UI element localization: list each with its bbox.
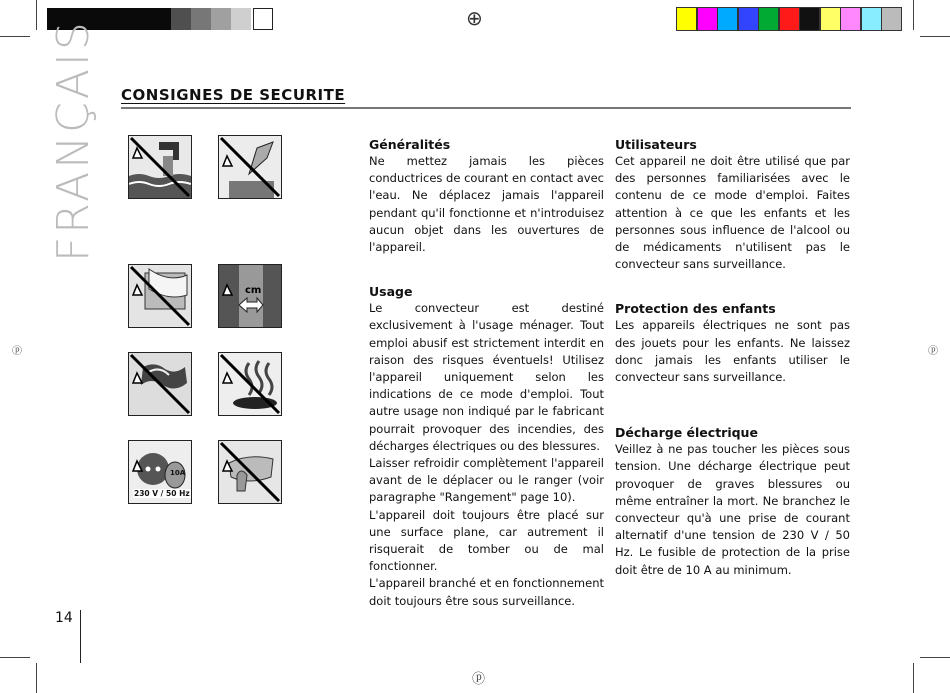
utilisateurs-text: Cet appareil ne doit être utilisé que par des personnes familiarisées avec le contenu de ce mode d'emploi. Faites attention à ce que les enfants et les personnes sous influence de l'alcool ou de médicaments n'utilisent pas le convecteur sans surveillance. bbox=[615, 154, 850, 272]
title-divider bbox=[121, 107, 851, 109]
crop-mark bbox=[0, 657, 30, 658]
distance-cm-pictogram bbox=[218, 264, 282, 328]
enfants-text: Les appareils électriques ne sont pas des jouets pour les enfants. Ne laissez donc jamais les enfants utiliser le convecteur sans surveillance. bbox=[615, 318, 850, 385]
print-color-swatch bbox=[780, 8, 799, 30]
registration-mark-icon: ⊕ bbox=[466, 6, 483, 30]
print-color-swatch bbox=[882, 8, 901, 30]
generalites-heading: Généralités bbox=[369, 137, 451, 152]
crop-mark bbox=[913, 663, 914, 693]
side-mark-left-icon: ⓟ bbox=[12, 346, 22, 357]
print-gray-swatch bbox=[171, 8, 191, 30]
crop-mark bbox=[36, 663, 37, 693]
no-water-tap-pictogram bbox=[128, 135, 192, 199]
no-metal-object-pictogram bbox=[218, 135, 282, 199]
usage-heading: Usage bbox=[369, 284, 413, 300]
no-bathroom-pictogram bbox=[218, 440, 282, 504]
page-title: CONSIGNES DE SECURITE bbox=[121, 86, 346, 104]
page-number: 14 bbox=[55, 610, 73, 626]
print-white-swatch bbox=[253, 8, 273, 30]
crop-mark bbox=[913, 0, 914, 30]
crop-mark bbox=[920, 657, 950, 658]
decharge-heading: Décharge électrique bbox=[615, 425, 758, 441]
socket-fuse-label: 10A bbox=[170, 469, 186, 477]
enfants-heading: Protection des enfants bbox=[615, 301, 776, 317]
print-color-swatch bbox=[718, 8, 737, 30]
print-color-swatch bbox=[841, 8, 860, 30]
crop-mark bbox=[36, 0, 37, 30]
usage-paragraph: Laisser refroidir complètement l'appareil avant de le déplacer ou le ranger (voir paragraphe "Rangement" page 10). bbox=[369, 456, 604, 505]
socket-voltage-label: 230 V / 50 Hz bbox=[134, 489, 190, 498]
usage-paragraph: L'appareil doit toujours être placé sur une surface plane, car autrement il risquerait de tomber ou de mal fonctionner. bbox=[369, 507, 604, 574]
print-gray-swatch bbox=[231, 8, 251, 30]
print-color-swatch bbox=[739, 8, 758, 30]
print-gray-swatch bbox=[211, 8, 231, 30]
text-column-left bbox=[369, 136, 604, 610]
print-gray-swatch bbox=[191, 8, 211, 30]
crop-mark bbox=[0, 36, 30, 37]
utilisateurs-heading: Utilisateurs bbox=[615, 137, 697, 152]
text-column-right bbox=[615, 136, 850, 579]
crop-mark bbox=[920, 36, 950, 37]
print-color-swatch bbox=[698, 8, 717, 30]
registration-mark-bottom-icon: ⓟ bbox=[472, 672, 486, 687]
socket-voltage-pictogram bbox=[128, 440, 192, 504]
print-color-swatch bbox=[800, 8, 819, 30]
print-color-swatch bbox=[862, 8, 881, 30]
generalites-text: Ne mettez jamais les pièces conductrices de courant en contact avec l'eau. Ne déplacez jamais l'appareil pendant qu'il fonctionne et n'introduisez aucun objet dans les ouvertures de l'appareil. bbox=[369, 154, 604, 255]
side-mark-right-icon: ⓟ bbox=[928, 346, 938, 357]
no-covering-pictogram bbox=[128, 264, 192, 328]
no-flammable-pictogram bbox=[218, 352, 282, 416]
distance-cm-label: cm bbox=[245, 285, 262, 296]
usage-paragraph: Le convecteur est destiné exclusivement à l'usage ménager. Tout emploi abusif est strictement interdit en raison des risques éventuels! Utilisez l'appareil uniquement selon les indications de ce mode d'emploi. Tout autre usage non indiqué par le fabricant pourrait provoquer des incendies, des décharges électriques ou des blessures. bbox=[369, 301, 604, 453]
no-near-curtain-pictogram bbox=[128, 352, 192, 416]
usage-paragraph: L'appareil branché et en fonctionnement doit toujours être sous surveillance. bbox=[369, 576, 604, 608]
print-color-swatch bbox=[821, 8, 840, 30]
print-color-swatch bbox=[759, 8, 778, 30]
language-label: FRANÇAIS bbox=[48, 19, 99, 262]
page-number-rule bbox=[80, 610, 81, 663]
decharge-text: Veillez à ne pas toucher les pièces sous tension. Une décharge électrique peut provoquer de graves blessures ou même entraîner la mort. Ne branchez le convecteur qu'à une prise de courant alternatif d'une tension de 230 V / 50 Hz. Le fusible de protection de la prise doit être de 10 A au minimum. bbox=[615, 442, 850, 577]
print-color-swatch bbox=[677, 8, 696, 30]
